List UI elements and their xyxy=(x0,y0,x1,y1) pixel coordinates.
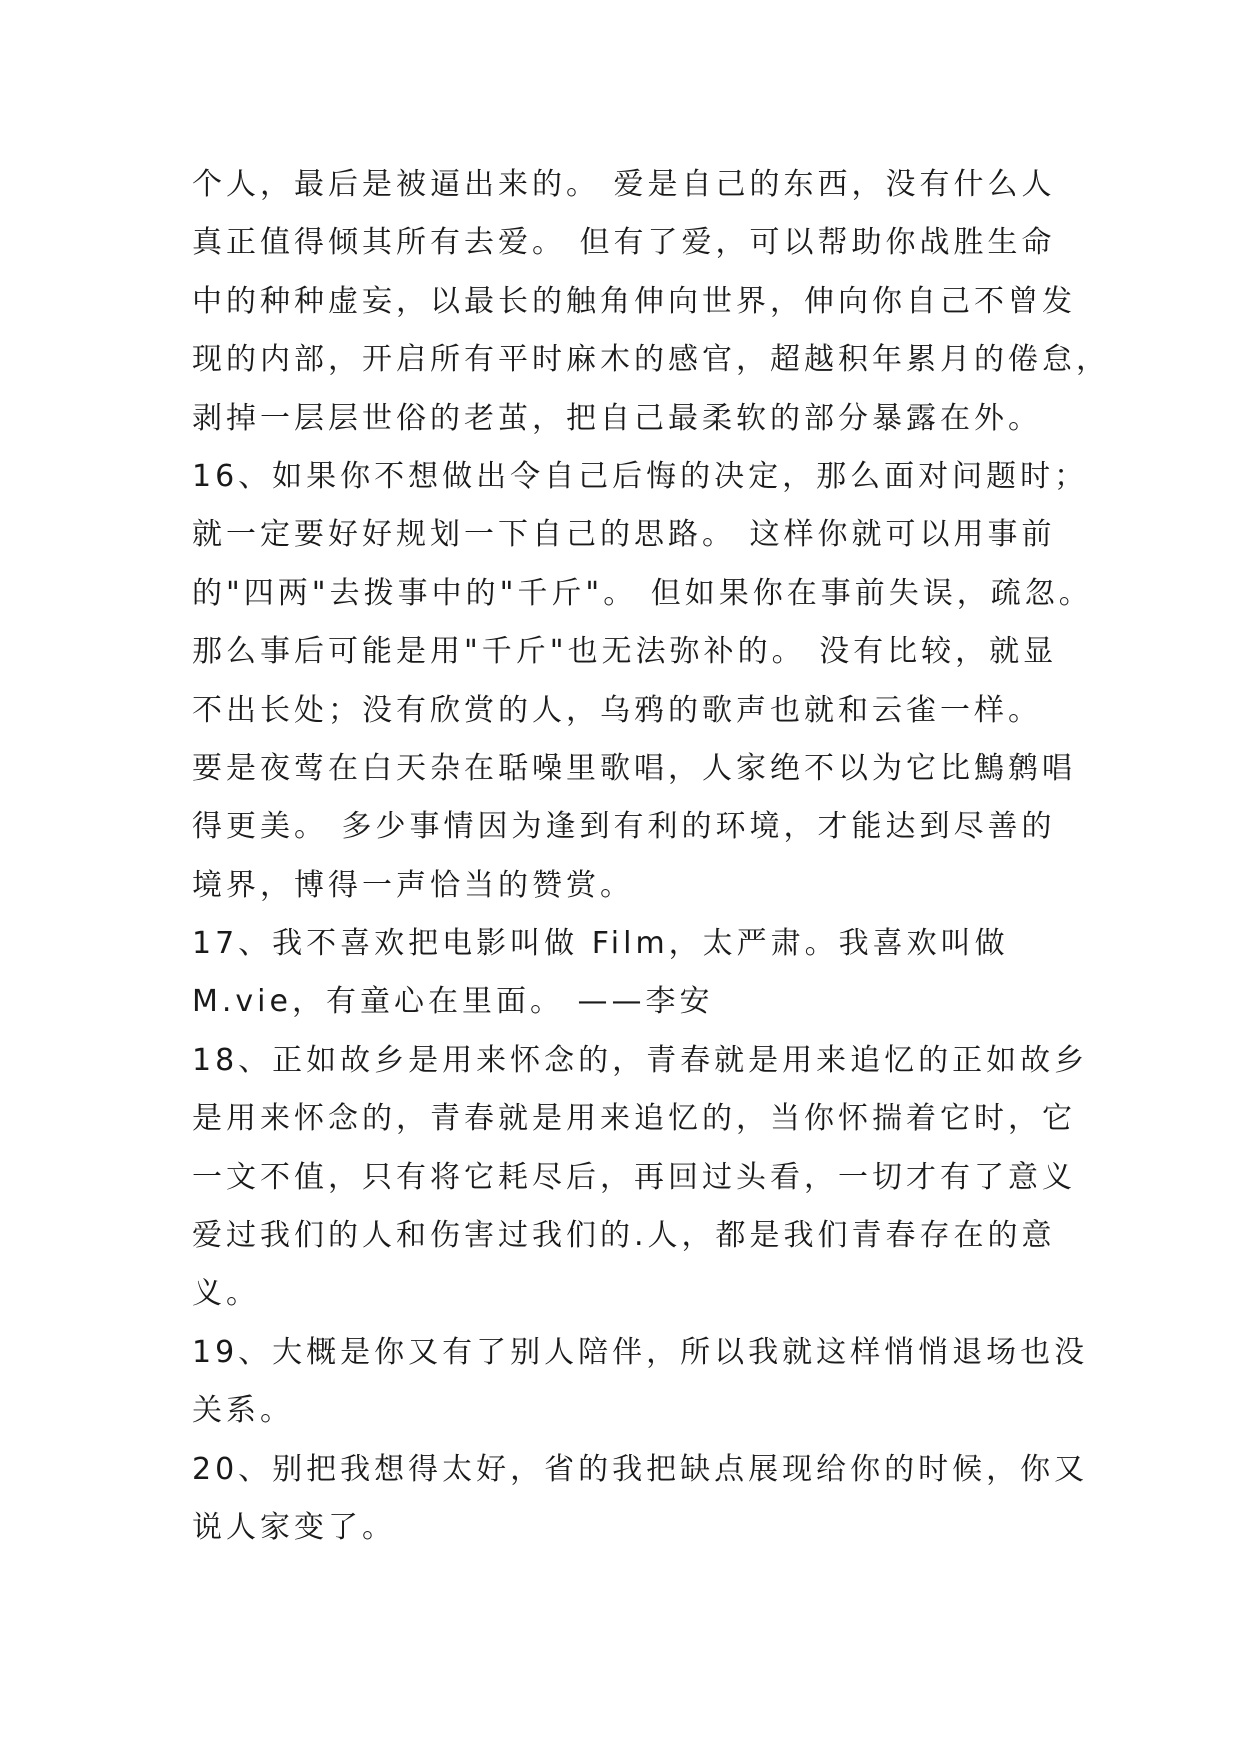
text-line: 17、我不喜欢把电影叫做 Film，太严肃。我喜欢叫做 xyxy=(192,926,1009,962)
text-line: 那么事后可能是用"千斤"也无法弥补的。 没有比较，就显 xyxy=(192,634,1058,670)
text-line: 要是夜莺在白天杂在聒噪里歌唱，人家绝不以为它比鷦鹩唱 xyxy=(192,750,1076,786)
text-line: 不出长处；没有欣赏的人，乌鸦的歌声也就和云雀一样。 xyxy=(192,692,1042,728)
text-line: 剥掉一层层世俗的老茧，把自己最柔软的部分暴露在外。 xyxy=(192,400,1042,436)
body-text xyxy=(192,156,1110,1557)
text-line: 爱过我们的人和伤害过我们的.人，都是我们青春存在的意 xyxy=(192,1218,1056,1254)
text-line: M.vie，有童心在里面。 ——李安 xyxy=(192,984,714,1020)
text-line: 16、如果你不想做出令自己后悔的决定，那么面对问题时； xyxy=(192,458,1089,494)
text-line: 一文不值，只有将它耗尽后，再回过头看，一切才有了意义 xyxy=(192,1159,1076,1195)
text-line: 义。 xyxy=(192,1276,260,1312)
text-line: 个人，最后是被逼出来的。 爱是自己的东西，没有什么人 xyxy=(192,167,1056,202)
text-line: 现的内部，开启所有平时麻木的感官，超越积年累月的倦怠， xyxy=(192,342,1110,378)
text-line: 20、别把我想得太好，省的我把缺点展现给你的时候，你又 xyxy=(192,1451,1089,1487)
text-line: 的"四两"去拨事中的"千斤"。 但如果你在事前失误，疏忽。 xyxy=(192,575,1093,611)
text-line: 是用来怀念的，青春就是用来追忆的，当你怀揣着它时，它 xyxy=(192,1101,1076,1137)
text-line: 说人家变了。 xyxy=(192,1509,396,1545)
text-line: 18、正如故乡是用来怀念的，青春就是用来追忆的正如故乡 xyxy=(192,1042,1089,1078)
text-line: 真正值得倾其所有去爱。 但有了爱，可以帮助你战胜生命 xyxy=(192,225,1056,261)
text-line: 19、大概是你又有了别人陪伴，所以我就这样悄悄退场也没 xyxy=(192,1334,1089,1370)
text-line: 境界，博得一声恰当的赞赏。 xyxy=(192,867,634,903)
text-line: 就一定要好好规划一下自己的思路。 这样你就可以用事前 xyxy=(192,517,1056,553)
text-line: 得更美。 多少事情因为逢到有利的环境，才能达到尽善的 xyxy=(192,809,1056,845)
text-line: 中的种种虚妄，以最长的触角伸向世界，伸向你自己不曾发 xyxy=(192,283,1076,319)
text-line: 关系。 xyxy=(192,1393,294,1429)
